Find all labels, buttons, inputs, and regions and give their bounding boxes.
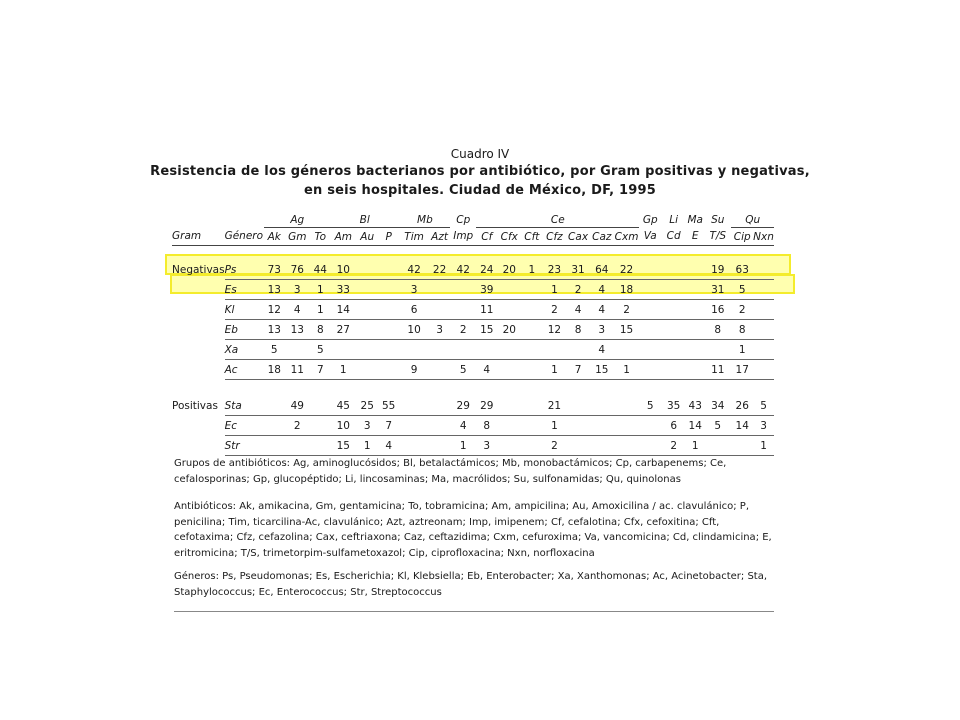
value-cell	[521, 300, 543, 320]
value-cell	[429, 436, 451, 456]
value-cell	[378, 340, 399, 360]
value-cell	[356, 260, 377, 280]
value-cell: 3	[753, 416, 774, 436]
value-cell: 3	[429, 320, 451, 340]
value-cell: 14	[686, 416, 704, 436]
value-cell	[639, 260, 661, 280]
group-label: Gp	[642, 214, 658, 227]
value-cell	[429, 300, 451, 320]
genus-cell: Sta	[225, 396, 265, 416]
value-cell: 5	[450, 360, 476, 380]
group-label: Cp	[456, 214, 471, 227]
value-cell	[753, 300, 774, 320]
value-cell: 2	[543, 300, 567, 320]
value-cell: 20	[498, 260, 522, 280]
column-header: Cf	[476, 228, 497, 246]
value-cell: 1	[686, 436, 704, 456]
value-cell	[399, 416, 428, 436]
value-cell: 1	[753, 436, 774, 456]
value-cell	[686, 280, 704, 300]
value-cell	[429, 360, 451, 380]
value-cell	[356, 280, 377, 300]
value-cell	[399, 396, 428, 416]
value-cell	[378, 320, 399, 340]
column-header-row	[172, 228, 774, 246]
value-cell: 22	[429, 260, 451, 280]
value-cell	[704, 436, 731, 456]
value-cell: 1	[330, 360, 356, 380]
value-cell: 13	[264, 280, 284, 300]
value-cell	[566, 340, 590, 360]
value-cell: 12	[543, 320, 567, 340]
resistance-table	[172, 213, 774, 456]
value-cell	[521, 416, 543, 436]
column-header: Caz	[590, 228, 614, 246]
column-header: Am	[330, 228, 356, 246]
value-cell	[429, 416, 451, 436]
value-cell: 31	[704, 280, 731, 300]
gram-cell: Negativas	[172, 263, 225, 276]
table-title-line2: en seis hospitales. Ciudad de México, DF, 1995	[304, 183, 656, 198]
value-cell	[731, 436, 753, 456]
value-cell	[661, 280, 686, 300]
value-cell	[661, 360, 686, 380]
value-cell: 10	[330, 260, 356, 280]
value-cell: 8	[704, 320, 731, 340]
value-cell	[566, 396, 590, 416]
value-cell	[521, 280, 543, 300]
value-cell	[686, 360, 704, 380]
column-header: Gram	[172, 228, 225, 246]
value-cell	[639, 320, 661, 340]
value-cell	[399, 436, 428, 456]
value-cell: 20	[498, 320, 522, 340]
column-header: Cax	[566, 228, 590, 246]
value-cell	[264, 416, 284, 436]
value-cell	[378, 360, 399, 380]
value-cell	[356, 300, 377, 320]
gram-cell	[172, 320, 225, 340]
value-cell	[566, 416, 590, 436]
genus-cell: Es	[225, 280, 265, 300]
value-cell	[521, 340, 543, 360]
value-cell	[614, 396, 640, 416]
gram-cell	[172, 280, 225, 300]
value-cell: 23	[543, 260, 567, 280]
value-cell: 7	[378, 416, 399, 436]
value-cell	[686, 260, 704, 280]
value-cell: 3	[590, 320, 614, 340]
value-cell	[661, 300, 686, 320]
value-cell: 5	[753, 396, 774, 416]
table-row	[172, 340, 774, 360]
value-cell	[614, 416, 640, 436]
value-cell: 8	[566, 320, 590, 340]
value-cell	[450, 340, 476, 360]
value-cell: 8	[476, 416, 497, 436]
value-cell	[330, 340, 356, 360]
group-label: Qu	[731, 213, 774, 228]
genus-cell: Eb	[225, 320, 265, 340]
genus-cell: Str	[225, 436, 265, 456]
value-cell: 15	[614, 320, 640, 340]
value-cell	[753, 260, 774, 280]
value-cell: 19	[704, 260, 731, 280]
value-cell	[543, 340, 567, 360]
value-cell: 39	[476, 280, 497, 300]
value-cell	[429, 396, 451, 416]
value-cell	[356, 360, 377, 380]
value-cell	[429, 280, 451, 300]
gram-cell: Positivas	[172, 399, 218, 412]
value-cell: 21	[543, 396, 567, 416]
group-label: Bl	[330, 213, 399, 228]
value-cell	[521, 360, 543, 380]
column-header: Au	[356, 228, 377, 246]
value-cell	[498, 300, 522, 320]
bottom-rule	[174, 611, 774, 612]
value-cell	[311, 436, 331, 456]
value-cell	[639, 300, 661, 320]
value-cell: 1	[356, 436, 377, 456]
value-cell: 5	[731, 280, 753, 300]
table-row	[172, 396, 774, 416]
value-cell	[753, 340, 774, 360]
value-cell: 10	[330, 416, 356, 436]
value-cell	[639, 416, 661, 436]
value-cell: 3	[356, 416, 377, 436]
value-cell: 73	[264, 260, 284, 280]
column-header: Género	[225, 228, 265, 246]
group-label: Ag	[264, 213, 330, 228]
value-cell: 5	[264, 340, 284, 360]
value-cell	[284, 340, 310, 360]
note-groups: Grupos de antibióticos: Ag, aminoglucósidos; Bl, betalactámicos; Mb, monobactámicos; Cp, carbapenems; Ce, cefalosporinas; Gp, glucopéptido; Li, lincosaminas; Ma, macrólidos; Su, sulfonamidas; Qu, quinolonas	[174, 458, 727, 485]
column-header: To	[311, 228, 331, 246]
column-header: P	[378, 228, 399, 246]
value-cell: 1	[521, 260, 543, 280]
value-cell	[639, 340, 661, 360]
value-cell	[639, 280, 661, 300]
value-cell	[476, 340, 497, 360]
value-cell: 11	[284, 360, 310, 380]
value-cell: 2	[284, 416, 310, 436]
value-cell: 45	[330, 396, 356, 416]
value-cell: 12	[264, 300, 284, 320]
value-cell: 5	[704, 416, 731, 436]
value-cell: 1	[311, 300, 331, 320]
column-header: Cd	[661, 228, 686, 246]
value-cell: 18	[614, 280, 640, 300]
group-label: Li	[669, 214, 679, 227]
value-cell: 2	[614, 300, 640, 320]
column-header: Cip	[731, 228, 753, 246]
value-cell: 10	[399, 320, 428, 340]
group-label: Ma	[687, 214, 703, 227]
value-cell: 11	[476, 300, 497, 320]
value-cell	[311, 416, 331, 436]
value-cell: 1	[543, 416, 567, 436]
value-cell: 1	[543, 280, 567, 300]
genus-cell: Kl	[225, 300, 265, 320]
value-cell	[399, 340, 428, 360]
value-cell	[639, 360, 661, 380]
value-cell	[686, 300, 704, 320]
note-genera: Géneros: Ps, Pseudomonas; Es, Escherichia; Kl, Klebsiella; Eb, Enterobacter; Xa, Xanthomonas; Ac, Acinetobacter; Sta, Staphylococcus; Ec, Enterococcus; Str, Streptococcus	[174, 571, 768, 598]
value-cell: 24	[476, 260, 497, 280]
column-header: Ak	[264, 228, 284, 246]
value-cell: 1	[450, 436, 476, 456]
value-cell	[284, 436, 310, 456]
value-cell	[498, 280, 522, 300]
column-header: Cfx	[498, 228, 522, 246]
value-cell: 43	[686, 396, 704, 416]
note-antibiotics: Antibióticos: Ak, amikacina, Gm, gentamicina; To, tobramicina; Am, ampicilina; Au, Amoxicilina / ac. clavulánico; P, penicilina; Tim, ticarcilina-Ac, clavulánico; Azt, aztreonam; Imp, imipenem; Cf, cefalotina; Cfx, cefoxitina; Cft, cefotaxima; Cfz, cefazolina; Cax, ceftriaxona; Caz, ceftazidima; Cxm, cefuroxima; Va, vancomicina; Cd, clindamicina; E, eritromicina; T/S, trimetorpim-sulfametoxazol; Cip, ciprofloxacina; Nxn, norfloxacina	[174, 501, 772, 559]
value-cell	[704, 340, 731, 360]
column-header: Cft	[521, 228, 543, 246]
gram-cell	[172, 436, 225, 456]
value-cell	[753, 320, 774, 340]
value-cell: 63	[731, 260, 753, 280]
value-cell	[450, 300, 476, 320]
value-cell	[661, 320, 686, 340]
value-cell: 2	[661, 436, 686, 456]
value-cell	[356, 320, 377, 340]
value-cell: 29	[476, 396, 497, 416]
value-cell: 13	[264, 320, 284, 340]
value-cell: 18	[264, 360, 284, 380]
genus-cell: Xa	[225, 340, 265, 360]
value-cell: 55	[378, 396, 399, 416]
value-cell	[264, 396, 284, 416]
value-cell	[566, 436, 590, 456]
value-cell	[686, 340, 704, 360]
table-row	[172, 416, 774, 436]
group-label: Su	[711, 214, 725, 227]
value-cell	[590, 396, 614, 416]
value-cell: 8	[311, 320, 331, 340]
value-cell: 2	[731, 300, 753, 320]
value-cell: 14	[731, 416, 753, 436]
value-cell: 64	[590, 260, 614, 280]
value-cell: 13	[284, 320, 310, 340]
value-cell: 6	[661, 416, 686, 436]
genus-cell: Ac	[225, 360, 265, 380]
column-header: Cxm	[614, 228, 640, 246]
value-cell: 1	[614, 360, 640, 380]
column-header: Nxn	[753, 228, 774, 246]
value-cell: 7	[566, 360, 590, 380]
value-cell: 3	[284, 280, 310, 300]
value-cell	[590, 416, 614, 436]
value-cell	[264, 436, 284, 456]
value-cell	[498, 360, 522, 380]
value-cell	[521, 396, 543, 416]
value-cell: 8	[731, 320, 753, 340]
value-cell	[498, 436, 522, 456]
value-cell	[378, 260, 399, 280]
gram-cell	[172, 300, 225, 320]
value-cell	[356, 340, 377, 360]
column-header: Cfz	[543, 228, 567, 246]
value-cell: 49	[284, 396, 310, 416]
column-header: Tim	[399, 228, 428, 246]
value-cell: 31	[566, 260, 590, 280]
value-cell	[429, 340, 451, 360]
gram-cell	[172, 360, 225, 380]
value-cell: 4	[378, 436, 399, 456]
value-cell: 2	[543, 436, 567, 456]
column-header: Gm	[284, 228, 310, 246]
value-cell	[661, 340, 686, 360]
value-cell: 11	[704, 360, 731, 380]
value-cell: 42	[450, 260, 476, 280]
table-row	[172, 280, 774, 300]
value-cell: 7	[311, 360, 331, 380]
value-cell: 5	[311, 340, 331, 360]
column-header: Imp	[450, 228, 476, 246]
value-cell: 4	[284, 300, 310, 320]
column-header: Va	[639, 228, 661, 246]
value-cell	[753, 360, 774, 380]
value-cell	[590, 436, 614, 456]
value-cell	[498, 396, 522, 416]
value-cell: 15	[590, 360, 614, 380]
column-header: T/S	[704, 228, 731, 246]
value-cell	[661, 260, 686, 280]
value-cell: 6	[399, 300, 428, 320]
value-cell: 27	[330, 320, 356, 340]
value-cell: 15	[476, 320, 497, 340]
value-cell: 4	[476, 360, 497, 380]
group-header-row	[172, 213, 774, 228]
value-cell: 1	[543, 360, 567, 380]
value-cell: 2	[450, 320, 476, 340]
genus-cell: Ec	[225, 416, 265, 436]
value-cell: 29	[450, 396, 476, 416]
gram-cell	[172, 340, 225, 360]
value-cell: 22	[614, 260, 640, 280]
value-cell: 42	[399, 260, 428, 280]
value-cell: 1	[311, 280, 331, 300]
value-cell: 4	[450, 416, 476, 436]
table-caption: Cuadro IV	[450, 147, 510, 161]
value-cell: 34	[704, 396, 731, 416]
value-cell	[378, 280, 399, 300]
gram-cell	[172, 416, 225, 436]
value-cell	[498, 340, 522, 360]
value-cell: 17	[731, 360, 753, 380]
value-cell: 4	[590, 340, 614, 360]
value-cell: 3	[476, 436, 497, 456]
value-cell: 15	[330, 436, 356, 456]
table-title-line1: Resistencia de los géneros bacterianos por antibiótico, por Gram positivas y negativas,	[150, 164, 810, 179]
value-cell: 16	[704, 300, 731, 320]
group-label: Ce	[476, 213, 639, 228]
value-cell: 25	[356, 396, 377, 416]
value-cell	[521, 320, 543, 340]
value-cell	[498, 416, 522, 436]
table-row	[172, 320, 774, 340]
value-cell	[311, 396, 331, 416]
value-cell: 76	[284, 260, 310, 280]
value-cell: 35	[661, 396, 686, 416]
value-cell: 44	[311, 260, 331, 280]
value-cell	[639, 436, 661, 456]
table-row	[172, 436, 774, 456]
column-header: E	[686, 228, 704, 246]
value-cell	[614, 340, 640, 360]
value-cell: 9	[399, 360, 428, 380]
value-cell: 4	[566, 300, 590, 320]
value-cell	[753, 280, 774, 300]
value-cell: 26	[731, 396, 753, 416]
value-cell	[378, 300, 399, 320]
value-cell: 3	[399, 280, 428, 300]
value-cell: 2	[566, 280, 590, 300]
value-cell: 5	[639, 396, 661, 416]
value-cell	[450, 280, 476, 300]
group-label: Mb	[399, 213, 450, 228]
value-cell: 4	[590, 280, 614, 300]
value-cell: 33	[330, 280, 356, 300]
value-cell: 1	[731, 340, 753, 360]
column-header: Azt	[429, 228, 451, 246]
genus-cell: Ps	[225, 260, 265, 280]
value-cell: 14	[330, 300, 356, 320]
table-row	[172, 260, 774, 280]
value-cell	[614, 436, 640, 456]
table-row	[172, 360, 774, 380]
table-row	[172, 300, 774, 320]
value-cell	[521, 436, 543, 456]
value-cell: 4	[590, 300, 614, 320]
value-cell	[686, 320, 704, 340]
